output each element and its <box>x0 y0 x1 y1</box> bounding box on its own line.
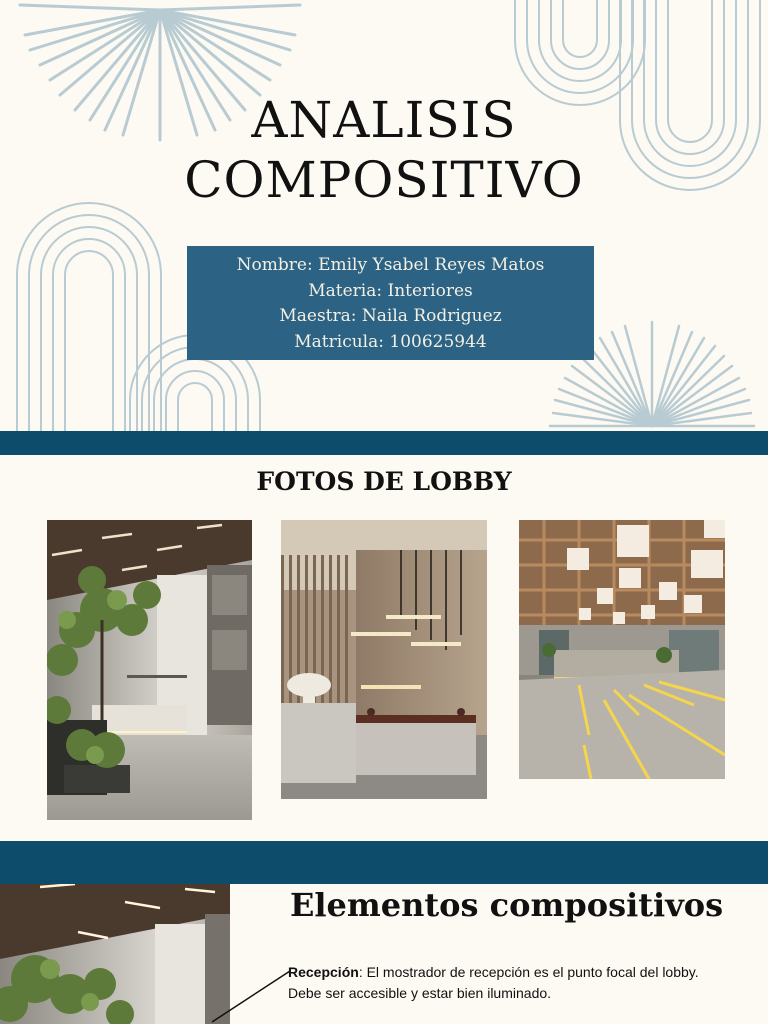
reception-description <box>288 962 718 1004</box>
divider-band-2 <box>0 841 768 884</box>
cover-title-line-1: ANALISIS <box>251 91 517 149</box>
divider-band-1 <box>0 431 768 455</box>
pointer-line <box>210 969 295 1024</box>
reception-term: Recepción <box>288 964 359 980</box>
lobby-photo-2 <box>281 520 487 799</box>
photos-slide <box>0 455 768 841</box>
info-nombre: Nombre: Emily Ysabel Reyes Matos <box>236 255 545 275</box>
info-matricula: Matricula: 100625944 <box>294 331 487 352</box>
cover-title-line-2: COMPOSITIVO <box>184 151 584 209</box>
reception-text: : El mostrador de recepción es el punto focal del lobby. Debe ser accesible y estar bien iluminado. <box>288 964 699 1001</box>
elements-section-title: Elementos compositivos <box>290 886 724 924</box>
info-maestra: Maestra: Naila Rodriguez <box>279 306 502 326</box>
lobby-photo-1 <box>47 520 252 820</box>
cover-title <box>0 90 768 210</box>
lobby-photo-3 <box>519 520 725 779</box>
elements-slide <box>0 884 768 1024</box>
photos-section-title: FOTOS DE LOBBY <box>256 467 512 496</box>
student-info-box <box>187 246 594 360</box>
lobby-photo-detail <box>0 884 230 1024</box>
info-materia: Materia: Interiores <box>308 280 473 301</box>
cover-slide <box>0 0 768 431</box>
